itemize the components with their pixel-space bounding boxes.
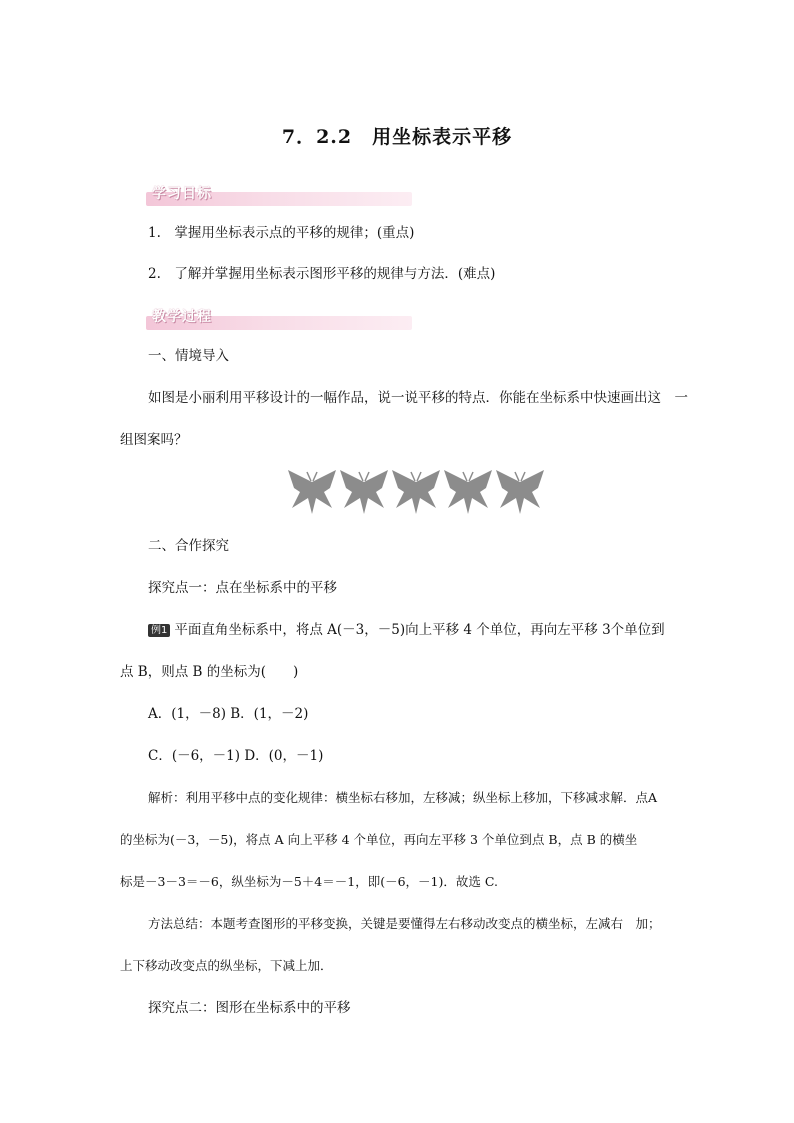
butterfly-icon: [392, 470, 440, 514]
butterfly-icon: [340, 470, 388, 514]
point1-heading: 探究点一：点在坐标系中的平移: [148, 580, 337, 596]
section-label-learning-goals: 学习目标: [152, 186, 212, 202]
goal-item-1: 1. 掌握用坐标表示点的平移的规律；(重点): [148, 225, 415, 241]
goal-item-2: 2. 了解并掌握用坐标表示图形平移的规律与方法．(难点): [148, 266, 496, 282]
butterfly-figure: [284, 468, 544, 522]
example1-line2: 点 B，则点 B 的坐标为( ): [120, 664, 299, 680]
example1-line1: [148, 622, 665, 638]
page-title: 7．2.2 用坐标表示平移: [281, 126, 513, 148]
intro-text-line1: 如图是小丽利用平移设计的一幅作品，说一说平移的特点．你能在坐标系中快速画出这 一: [148, 390, 688, 406]
intro-text-line2: 组图案吗？: [120, 432, 188, 448]
part1-heading: 一、情境导入: [148, 348, 229, 364]
point2-heading: 探究点二：图形在坐标系中的平移: [148, 1000, 351, 1016]
part2-heading: 二、合作探究: [148, 538, 229, 554]
example-badge: 例1: [148, 624, 170, 637]
solution-line1: 解析：利用平移中点的变化规律：横坐标右移加，左移减；纵坐标上移加，下移减求解．点A: [148, 790, 658, 805]
method-summary-line1: 方法总结：本题考查图形的平移变换，关键是要懂得左右移动改变点的横坐标，左减右 加；: [148, 916, 661, 931]
options-line2: C．(－6，－1) D．(0，－1): [148, 748, 324, 764]
options-line1: A．(1，－8) B．(1，－2): [148, 706, 309, 722]
solution-line3: 标是－3－3＝－6，纵坐标为－5＋4＝－1，即(－6，－1)．故选 C.: [120, 874, 498, 889]
method-summary-line2: 上下移动改变点的纵坐标，下减上加．: [120, 958, 333, 973]
example1-text: 平面直角坐标系中，将点 A(－3，－5)向上平移 4 个单位，再向左平移 3个单位到: [174, 622, 665, 638]
section-label-teaching-process: 教学过程: [152, 309, 212, 325]
butterfly-icon: [444, 470, 492, 514]
butterfly-icon: [496, 470, 544, 514]
solution-line2: 的坐标为(－3，－5)，将点 A 向上平移 4 个单位，再向左平移 3 个单位到点 B，点 B 的横坐: [120, 832, 638, 847]
butterfly-icon: [288, 470, 336, 514]
